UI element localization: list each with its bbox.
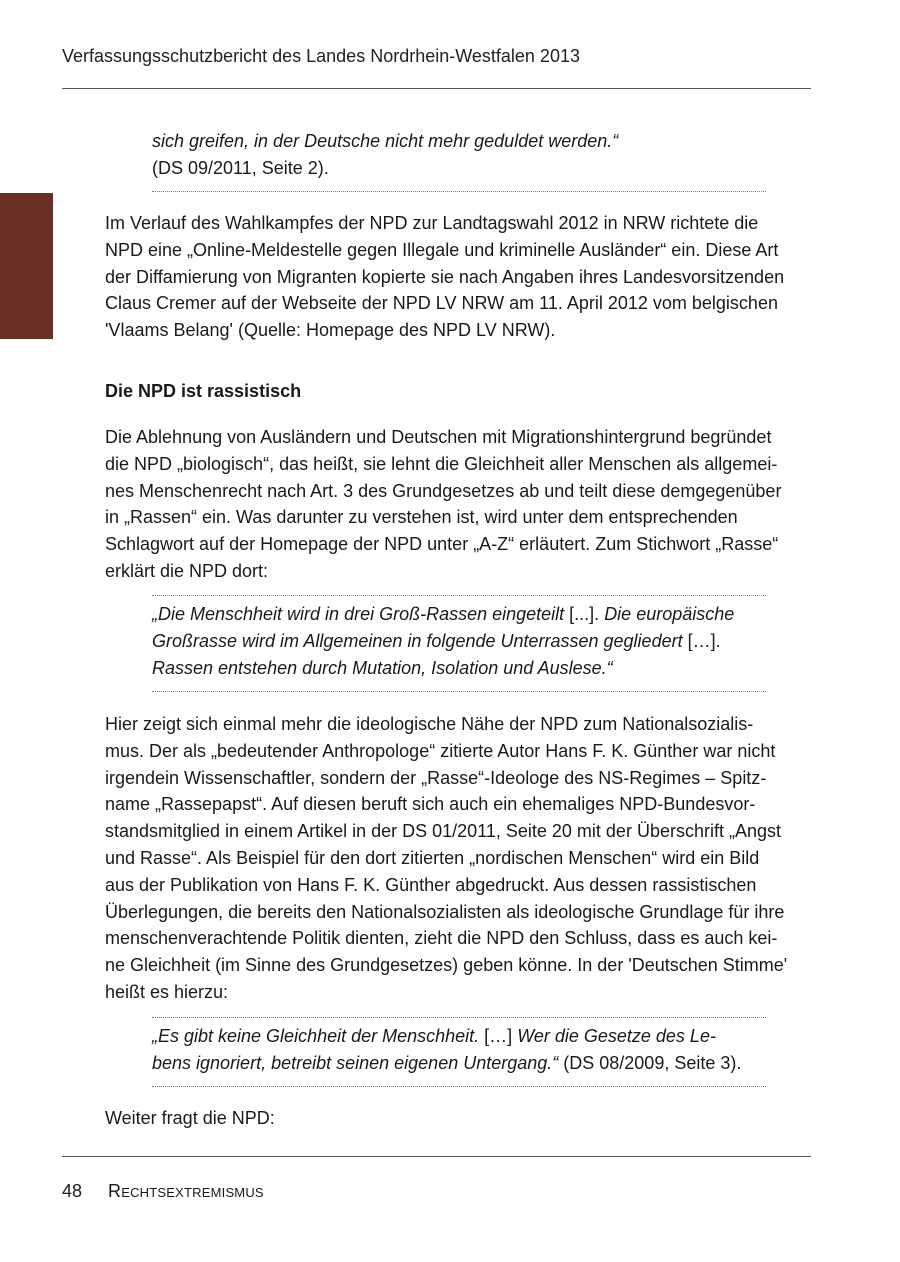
- text-line: Im Verlauf des Wahlkampfes der NPD zur Landtagswahl 2012 in NRW richtete die: [105, 213, 759, 233]
- text-line: der Diffamierung von Migranten kopierte sie nach Angaben ihres Landesvorsitzenden: [105, 266, 785, 287]
- block-quote-gleichheit: [152, 1023, 792, 1077]
- quote-line: „Die Menschheit wird in drei Groß-Rassen eingeteilt [...]. Die europäische: [152, 604, 735, 624]
- section-heading: Die NPD ist rassistisch: [105, 381, 302, 401]
- quote-dotted-rule: [152, 191, 766, 192]
- quote-dotted-rule: [152, 595, 766, 596]
- text-line: und Rasse“. Als Beispiel für den dort zitierten „nordischen Menschen“ wird ein Bild: [105, 847, 760, 868]
- text-line: Überlegungen, die bereits den Nationalsozialisten als ideologische Grundlage für ihre: [105, 901, 785, 922]
- body-paragraph-2: [105, 424, 815, 585]
- quote-source: (DS 09/2011, Seite 2).: [152, 157, 329, 178]
- text-line: ne Gleichheit (im Sinne des Grundgesetzes) geben könne. In der 'Deutschen Stimme': [105, 955, 788, 976]
- text-line: in „Rassen“ ein. Was darunter zu verstehen ist, wird unter dem entsprechenden: [105, 507, 738, 528]
- body-paragraph-4: [105, 1105, 815, 1132]
- body-paragraph-1: [105, 210, 815, 344]
- footer-rule: [62, 1156, 811, 1157]
- quote-line: Großrasse wird im Allgemeinen in folgende Unterrassen gegliedert […].: [152, 630, 721, 651]
- text-line: erklärt die NPD dort:: [105, 560, 269, 581]
- quote-line: sich greifen, in der Deutsche nicht mehr geduldet werden.“: [152, 131, 619, 151]
- text-line: NPD eine „Online-Meldestelle gegen Illegale und kriminelle Ausländer“ ein. Diese Art: [105, 239, 779, 260]
- block-quote-rasse: [152, 601, 792, 681]
- text-line: Weiter fragt die NPD:: [105, 1108, 275, 1128]
- text-line: nes Menschenrecht nach Art. 3 des Grundgesetzes ab und teilt diese demgegenüber: [105, 480, 782, 501]
- text-line: aus der Publikation von Hans F. K. Günther abgedruckt. Aus dessen rassistischen: [105, 874, 757, 895]
- text-line: standsmitglied in einem Artikel in der DS 01/2011, Seite 20 mit der Überschrift „Angst: [105, 821, 781, 842]
- text-line: Claus Cremer auf der Webseite der NPD LV NRW am 11. April 2012 vom belgischen: [105, 293, 778, 314]
- text-line: irgendein Wissenschaftler, sondern der „Rasse“-Ideologe des NS-Regimes – Spitz-: [105, 767, 767, 788]
- quote-dotted-rule: [152, 1017, 766, 1018]
- quote-dotted-rule: [152, 1086, 766, 1087]
- text-line: die NPD „biologisch“, das heißt, sie lehnt die Gleichheit aller Menschen als allgemei-: [105, 453, 778, 474]
- running-header-title: Verfassungsschutzbericht des Landes Nordrhein-Westfalen 2013: [62, 46, 580, 66]
- text-line: menschenverachtende Politik dienten, zieht die NPD den Schluss, dass es auch kei-: [105, 928, 778, 949]
- page-number: 48: [62, 1181, 83, 1201]
- quote-line: „Es gibt keine Gleichheit der Menschheit. […] Wer die Gesetze des Le-: [152, 1026, 716, 1046]
- quote-line: bens ignoriert, betreibt seinen eigenen Untergang.“ (DS 08/2009, Seite 3).: [152, 1052, 742, 1073]
- body-paragraph-3: [105, 711, 815, 1006]
- quote-continuation: [152, 128, 792, 182]
- quote-dotted-rule: [152, 691, 766, 692]
- quote-line: Rassen entstehen durch Mutation, Isolation und Auslese.“: [152, 657, 613, 678]
- text-line: name „Rassepapst“. Auf diesen beruft sich auch ein ehemaliges NPD-Bundesvor-: [105, 794, 756, 815]
- chapter-color-tab: [0, 193, 53, 339]
- footer-section-title: Rechtsextremismus: [108, 1181, 264, 1201]
- text-line: Hier zeigt sich einmal mehr die ideologische Nähe der NPD zum Nationalsozialis-: [105, 714, 754, 734]
- text-line: Schlagwort auf der Homepage der NPD unter „A-Z“ erläutert. Zum Stichwort „Rasse“: [105, 534, 779, 555]
- text-line: Die Ablehnung von Ausländern und Deutschen mit Migrationshintergrund begründet: [105, 427, 772, 447]
- text-line: mus. Der als „bedeutender Anthropologe“ zitierte Autor Hans F. K. Günther war nicht: [105, 740, 776, 761]
- text-line: heißt es hierzu:: [105, 981, 229, 1002]
- header-rule: [62, 88, 811, 89]
- text-line: 'Vlaams Belang' (Quelle: Homepage des NPD LV NRW).: [105, 320, 556, 341]
